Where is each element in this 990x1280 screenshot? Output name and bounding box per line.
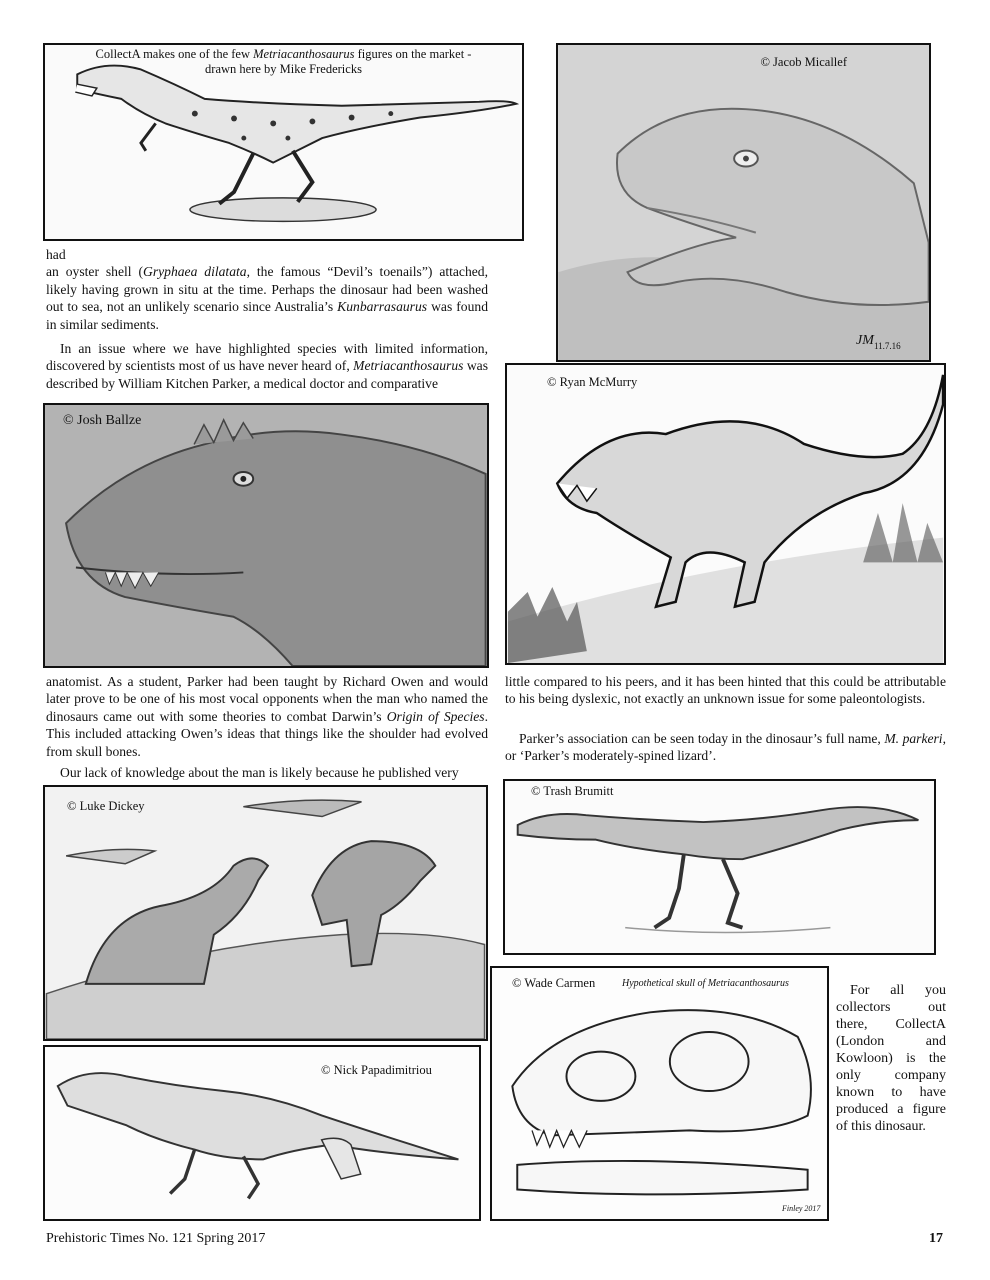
paragraph-3: anatomist. As a student, Parker had been taught by Richard Owen and would later prove to be one of his most vocal opponents when the man who named the dinosaurs came out with some theories to combat Darwin’s Origin of Species. This included attacking Owen’s ideas that things like the shoulder had evolved from skull bones. bbox=[46, 674, 488, 759]
paragraph-6: Parker’s association can be seen today in the dinosaur’s full name, M. parkeri, or ‘Parker’s moderately-spined lizard’. bbox=[505, 731, 946, 764]
credit-micallef: © Jacob Micallef bbox=[760, 55, 847, 69]
figure-mcmurry-drawing bbox=[505, 363, 946, 665]
mcmurry-illustration bbox=[507, 365, 944, 663]
figure-papadimitriou-drawing bbox=[43, 1045, 481, 1221]
credit-brumitt: © Trash Brumitt bbox=[531, 784, 614, 798]
figure-collecta-caption: CollectA makes one of the few Metriacanthosaurus figures on the market - drawn here by Mike Fredericks bbox=[95, 47, 472, 76]
footer-publication: Prehistoric Times No. 121 Spring 2017 bbox=[46, 1231, 266, 1246]
paragraph-4: Our lack of knowledge about the man is likely because he published very bbox=[60, 765, 459, 780]
brumitt-illustration bbox=[505, 781, 934, 953]
carmen-drawing-title: Hypothetical skull of Metriacanthosaurus bbox=[622, 978, 789, 989]
figure-collecta-drawing bbox=[43, 43, 524, 241]
figure-ballze-drawing bbox=[43, 403, 489, 668]
credit-papadimitriou: © Nick Papadimitriou bbox=[321, 1063, 432, 1077]
signature-micallef-date: 11.7.16 bbox=[874, 341, 901, 351]
credit-mcmurry: © Ryan McMurry bbox=[547, 375, 638, 389]
ballze-illustration bbox=[45, 405, 487, 666]
paragraph-5: little compared to his peers, and it has been hinted that this could be attributable to his being dyslexic, not exactly an unknown issue for some paleontologists. bbox=[505, 674, 946, 707]
credit-ballze: © Josh Ballze bbox=[63, 413, 142, 428]
paragraph-7: For all you collectors out there, CollectA (London and Kowloon) is the only company known to have produced a figure of this dinosaur. bbox=[836, 983, 946, 1134]
paragraph-1: had an oyster shell (Gryphaea dilatata, the famous “Devil’s toenails”) attached, likely having grown in situ at the time. Perhaps the dinosaur had been washed out to sea, not an unlikely scenario since Australia’s Kunbarrasaurus was found in similar sediments. bbox=[46, 247, 488, 332]
carmen-signature: Finley 2017 bbox=[782, 1204, 821, 1213]
signature-micallef: JM bbox=[856, 333, 874, 348]
micallef-illustration bbox=[558, 45, 929, 360]
carmen-illustration bbox=[492, 968, 827, 1219]
credit-carmen: © Wade Carmen bbox=[512, 976, 596, 990]
figure-carmen-drawing bbox=[490, 966, 829, 1221]
footer-page-number: 17 bbox=[929, 1231, 943, 1246]
figure-micallef-drawing bbox=[556, 43, 931, 362]
credit-dickey: © Luke Dickey bbox=[67, 799, 145, 813]
paragraph-2: In an issue where we have highlighted species with limited information, discovered by scientists most of us have never heard of, Metriacanthosaurus was described by William Kitchen Parker, a medical doctor and comparative bbox=[46, 341, 488, 391]
figure-brumitt-drawing bbox=[503, 779, 936, 955]
dickey-illustration bbox=[45, 787, 486, 1039]
figure-dickey-drawing bbox=[43, 785, 488, 1041]
